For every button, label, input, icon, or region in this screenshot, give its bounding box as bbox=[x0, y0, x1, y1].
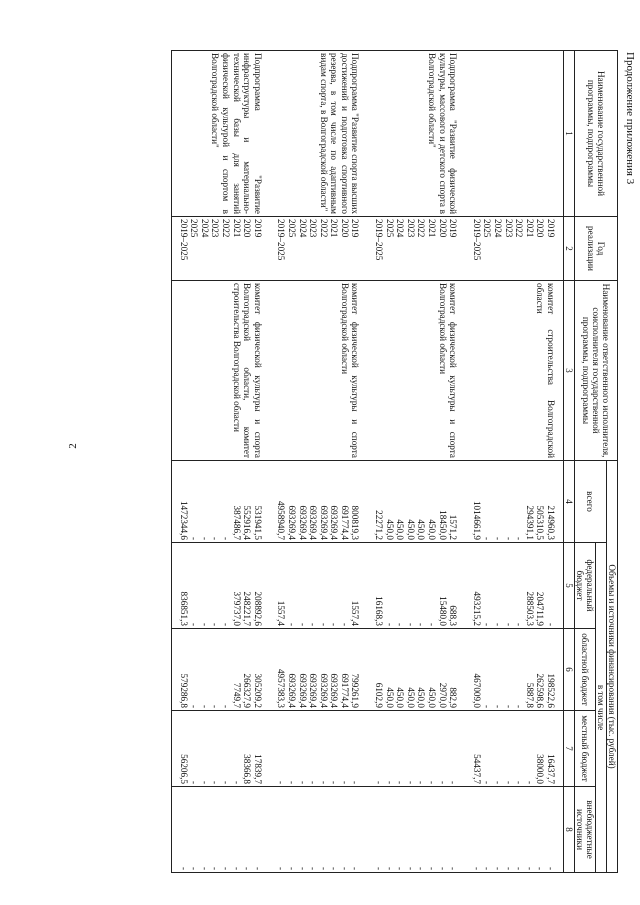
local-cell: 17839,7 bbox=[252, 754, 263, 784]
federal-cell: - bbox=[329, 622, 340, 626]
col-number: 5 bbox=[564, 543, 575, 629]
local-cell: - bbox=[339, 780, 350, 784]
federal-cell: 688,3 bbox=[448, 605, 459, 626]
total-cell: 693269,4 bbox=[286, 505, 297, 540]
regional-cell: 6102,9 bbox=[374, 682, 385, 708]
local-cell: - bbox=[493, 780, 504, 784]
federal-cell: - bbox=[286, 622, 297, 626]
executor-name: комитет строительства Волгоградской области bbox=[465, 281, 563, 461]
federal-cell: - bbox=[405, 622, 416, 626]
table-row bbox=[172, 51, 270, 873]
regional-cell-column bbox=[270, 629, 368, 711]
local-cell: - bbox=[395, 780, 406, 784]
total-cell: - bbox=[503, 536, 514, 540]
extrabudget-cell: - bbox=[437, 867, 448, 871]
federal-cell: - bbox=[395, 622, 406, 626]
regional-cell: 4957383,3 bbox=[276, 668, 287, 708]
local-cell: - bbox=[503, 780, 514, 784]
year-cell: 2022 bbox=[318, 219, 329, 238]
total-cell: 693269,4 bbox=[318, 505, 329, 540]
year-cell: 2025 bbox=[189, 219, 200, 238]
extrabudget-cell: - bbox=[297, 867, 308, 871]
extrabudget-cell: - bbox=[329, 867, 340, 871]
total-cell: 214960,3 bbox=[546, 505, 556, 540]
federal-cell: - bbox=[416, 622, 427, 626]
regional-cell: - bbox=[189, 704, 200, 708]
extrabudget-cell: - bbox=[448, 867, 459, 871]
year-cell-column bbox=[172, 217, 270, 281]
regional-cell-column bbox=[465, 629, 563, 711]
regional-cell: 450,0 bbox=[405, 687, 416, 708]
federal-cell: - bbox=[339, 622, 350, 626]
year-cell: 2019–2025 bbox=[276, 219, 287, 261]
federal-cell: 208892,6 bbox=[252, 591, 263, 626]
regional-cell-column bbox=[368, 629, 466, 711]
local-cell: 56206,5 bbox=[178, 754, 189, 784]
federal-cell: - bbox=[189, 622, 200, 626]
year-cell: 2021 bbox=[427, 219, 438, 238]
total-cell: 22271,2 bbox=[374, 510, 385, 540]
federal-cell: - bbox=[493, 622, 504, 626]
federal-cell: - bbox=[384, 622, 395, 626]
regional-cell: - bbox=[199, 704, 210, 708]
local-cell: 16437,7 bbox=[546, 754, 556, 784]
regional-cell: 262598,6 bbox=[535, 673, 546, 708]
total-cell: - bbox=[189, 536, 200, 540]
local-cell: - bbox=[308, 780, 319, 784]
total-cell: 450,0 bbox=[395, 519, 406, 540]
header-regional: областной бюджет bbox=[575, 629, 596, 711]
year-cell: 2025 bbox=[286, 219, 297, 238]
extrabudget-cell: - bbox=[395, 867, 406, 871]
year-cell: 2019 bbox=[252, 219, 263, 238]
local-cell: - bbox=[210, 780, 221, 784]
extrabudget-cell: - bbox=[471, 867, 482, 871]
local-cell: - bbox=[437, 780, 448, 784]
year-cell: 2021 bbox=[524, 219, 535, 238]
regional-cell: 799261,9 bbox=[350, 673, 361, 708]
federal-cell: 379737,0 bbox=[231, 591, 242, 626]
regional-cell: 5887,8 bbox=[524, 682, 535, 708]
regional-cell: 450,0 bbox=[427, 687, 438, 708]
local-cell: - bbox=[276, 780, 287, 784]
table-row bbox=[368, 51, 466, 873]
extrabudget-cell: - bbox=[524, 867, 535, 871]
federal-cell: - bbox=[546, 622, 556, 626]
extrabudget-cell: - bbox=[546, 867, 556, 871]
federal-cell: - bbox=[427, 622, 438, 626]
local-cell: - bbox=[199, 780, 210, 784]
year-cell-column bbox=[368, 217, 466, 281]
local-cell: - bbox=[231, 780, 242, 784]
local-cell-column bbox=[465, 711, 563, 787]
regional-cell: 693269,4 bbox=[329, 673, 340, 708]
regional-cell: 693269,4 bbox=[297, 673, 308, 708]
total-cell: 505310,5 bbox=[535, 505, 546, 540]
total-cell: 450,0 bbox=[427, 519, 438, 540]
col-number: 1 bbox=[564, 51, 575, 217]
local-cell-column bbox=[172, 711, 270, 787]
year-cell: 2022 bbox=[514, 219, 525, 238]
year-cell: 2024 bbox=[199, 219, 210, 238]
extrabudget-cell: - bbox=[178, 867, 189, 871]
funding-table bbox=[171, 50, 618, 873]
local-cell: 38366,8 bbox=[242, 754, 253, 784]
col-number: 4 bbox=[564, 461, 575, 543]
local-cell: - bbox=[427, 780, 438, 784]
total-cell: 1014661,9 bbox=[471, 500, 482, 540]
regional-cell: - bbox=[514, 704, 525, 708]
program-name bbox=[465, 51, 563, 217]
extrabudget-cell: - bbox=[286, 867, 297, 871]
extrabudget-cell: - bbox=[427, 867, 438, 871]
total-cell-column bbox=[270, 461, 368, 543]
regional-cell: 691774,4 bbox=[339, 673, 350, 708]
local-cell: - bbox=[189, 780, 200, 784]
local-cell-column bbox=[368, 711, 466, 787]
regional-cell: 882,9 bbox=[448, 687, 459, 708]
local-cell: - bbox=[220, 780, 231, 784]
extrabudget-cell: - bbox=[276, 867, 287, 871]
regional-cell: 579286,8 bbox=[178, 673, 189, 708]
extrabudget-cell-column bbox=[270, 787, 368, 873]
header-name: Наименование государственной программы, подпрограммы bbox=[575, 51, 618, 217]
year-cell: 2019–2025 bbox=[178, 219, 189, 261]
extrabudget-cell: - bbox=[374, 867, 385, 871]
extrabudget-cell-column bbox=[172, 787, 270, 873]
table-body bbox=[172, 51, 564, 873]
federal-cell-column bbox=[465, 543, 563, 629]
year-cell: 2024 bbox=[395, 219, 406, 238]
extrabudget-cell: - bbox=[210, 867, 221, 871]
regional-cell: 198522,6 bbox=[546, 673, 556, 708]
extrabudget-cell: - bbox=[535, 867, 546, 871]
header-year: Год реализации bbox=[575, 217, 618, 281]
local-cell: 54437,7 bbox=[471, 754, 482, 784]
local-cell: - bbox=[514, 780, 525, 784]
col-number: 3 bbox=[564, 281, 575, 461]
extrabudget-cell: - bbox=[318, 867, 329, 871]
total-cell: - bbox=[199, 536, 210, 540]
total-cell: 693269,4 bbox=[297, 505, 308, 540]
year-cell: 2024 bbox=[297, 219, 308, 238]
executor-name: комитет физической культуры и спорта Волгоградской области bbox=[368, 281, 466, 461]
year-cell: 2020 bbox=[437, 219, 448, 238]
total-cell: 531941,5 bbox=[252, 505, 263, 540]
col-number: 2 bbox=[564, 217, 575, 281]
year-cell: 2019 bbox=[448, 219, 459, 238]
regional-cell: - bbox=[493, 704, 504, 708]
year-cell: 2021 bbox=[231, 219, 242, 238]
regional-cell: - bbox=[482, 704, 493, 708]
federal-cell: - bbox=[199, 622, 210, 626]
total-cell: 1571,2 bbox=[448, 514, 459, 540]
local-cell: 38000,0 bbox=[535, 754, 546, 784]
extrabudget-cell: - bbox=[199, 867, 210, 871]
federal-cell: 1557,4 bbox=[276, 600, 287, 626]
total-cell: 693269,4 bbox=[308, 505, 319, 540]
year-cell-column bbox=[270, 217, 368, 281]
year-cell: 2025 bbox=[384, 219, 395, 238]
page-number: 2 bbox=[66, 443, 79, 449]
year-cell: 2021 bbox=[329, 219, 340, 238]
header-local: местный бюджет bbox=[575, 711, 596, 787]
extrabudget-cell: - bbox=[220, 867, 231, 871]
total-cell: 691774,4 bbox=[339, 505, 350, 540]
year-cell: 2023 bbox=[503, 219, 514, 238]
header-funding: Объемы и источники финансирования (тыс. рублей) bbox=[607, 461, 618, 873]
extrabudget-cell: - bbox=[252, 867, 263, 871]
year-cell: 2019–2025 bbox=[374, 219, 385, 261]
year-cell: 2023 bbox=[210, 219, 221, 238]
federal-cell-column bbox=[368, 543, 466, 629]
year-cell: 2023 bbox=[308, 219, 319, 238]
col-number: 6 bbox=[564, 629, 575, 711]
total-cell: - bbox=[514, 536, 525, 540]
federal-cell: 493215,2 bbox=[471, 591, 482, 626]
local-cell: - bbox=[448, 780, 459, 784]
total-cell: - bbox=[210, 536, 221, 540]
year-cell: 2020 bbox=[339, 219, 350, 238]
extrabudget-cell: - bbox=[405, 867, 416, 871]
extrabudget-cell: - bbox=[514, 867, 525, 871]
total-cell: 1472344,6 bbox=[178, 500, 189, 540]
federal-cell: - bbox=[318, 622, 329, 626]
header-including: в том числе bbox=[596, 543, 607, 873]
year-cell: 2020 bbox=[242, 219, 253, 238]
local-cell: - bbox=[374, 780, 385, 784]
regional-cell: - bbox=[210, 704, 221, 708]
federal-cell: - bbox=[514, 622, 525, 626]
year-cell: 2022 bbox=[220, 219, 231, 238]
total-cell: 387486,7 bbox=[231, 505, 242, 540]
total-cell: 450,0 bbox=[405, 519, 416, 540]
local-cell: - bbox=[297, 780, 308, 784]
regional-cell: 7749,7 bbox=[231, 682, 242, 708]
regional-cell: 693269,4 bbox=[318, 673, 329, 708]
extrabudget-cell: - bbox=[308, 867, 319, 871]
year-cell: 2025 bbox=[482, 219, 493, 238]
year-cell: 2022 bbox=[416, 219, 427, 238]
regional-cell: 450,0 bbox=[416, 687, 427, 708]
federal-cell: 1557,4 bbox=[350, 600, 361, 626]
federal-cell: - bbox=[503, 622, 514, 626]
col-number: 7 bbox=[564, 711, 575, 787]
federal-cell: 16168,3 bbox=[374, 596, 385, 626]
total-cell: 450,0 bbox=[384, 519, 395, 540]
regional-cell: 693269,4 bbox=[308, 673, 319, 708]
total-cell: 4958940,7 bbox=[276, 500, 287, 540]
program-name: Подпрограмма "Развитие инфраструктуры и материально-технической базы для занятий физической культурой и спортом в Волгоградской области" bbox=[172, 51, 270, 217]
federal-cell: 288503,3 bbox=[524, 591, 535, 626]
regional-cell: 450,0 bbox=[395, 687, 406, 708]
federal-cell: 248221,7 bbox=[242, 591, 253, 626]
regional-cell: 305209,2 bbox=[252, 673, 263, 708]
total-cell: - bbox=[493, 536, 504, 540]
regional-cell: 467009,0 bbox=[471, 673, 482, 708]
federal-cell: - bbox=[482, 622, 493, 626]
total-cell-column bbox=[465, 461, 563, 543]
header-executor: Наименование ответственного исполнителя, соисполнителя государственной программы, подпрограммы bbox=[575, 281, 618, 461]
regional-cell: 450,0 bbox=[384, 687, 395, 708]
local-cell: - bbox=[482, 780, 493, 784]
total-cell: - bbox=[220, 536, 231, 540]
federal-cell-column bbox=[270, 543, 368, 629]
table-row bbox=[270, 51, 368, 873]
table-row bbox=[465, 51, 563, 873]
extrabudget-cell: - bbox=[339, 867, 350, 871]
federal-cell: 15480,0 bbox=[437, 596, 448, 626]
federal-cell: - bbox=[297, 622, 308, 626]
total-cell-column bbox=[172, 461, 270, 543]
federal-cell: - bbox=[220, 622, 231, 626]
local-cell: - bbox=[329, 780, 340, 784]
year-cell: 2024 bbox=[493, 219, 504, 238]
extrabudget-cell: - bbox=[493, 867, 504, 871]
header-federal: федеральный бюджет bbox=[575, 543, 596, 629]
extrabudget-cell: - bbox=[482, 867, 493, 871]
extrabudget-cell: - bbox=[384, 867, 395, 871]
year-cell: 2019 bbox=[546, 219, 556, 238]
year-cell: 2019 bbox=[350, 219, 361, 238]
table-header bbox=[564, 51, 618, 873]
total-cell: 693269,4 bbox=[329, 505, 340, 540]
extrabudget-cell: - bbox=[416, 867, 427, 871]
extrabudget-cell: - bbox=[350, 867, 361, 871]
federal-cell: 204711,9 bbox=[535, 591, 546, 626]
program-name: Подпрограмма "Развитие физической культуры, массового и детского спорта в Волгоградской области" bbox=[368, 51, 466, 217]
regional-cell: 266327,9 bbox=[242, 673, 253, 708]
local-cell: - bbox=[524, 780, 535, 784]
year-cell-column bbox=[465, 217, 563, 281]
local-cell: - bbox=[286, 780, 297, 784]
total-cell: 450,0 bbox=[416, 519, 427, 540]
header-extrabudget: внебюджетные источники bbox=[575, 787, 596, 873]
year-cell: 2020 bbox=[535, 219, 546, 238]
regional-cell: 693269,4 bbox=[286, 673, 297, 708]
total-cell: 18450,0 bbox=[437, 510, 448, 540]
federal-cell: 836851,3 bbox=[178, 591, 189, 626]
executor-name: комитет физической культуры и спорта Волгоградской области, комитет строительства Волгоградской области bbox=[172, 281, 270, 461]
federal-cell: - bbox=[210, 622, 221, 626]
extrabudget-cell-column bbox=[368, 787, 466, 873]
local-cell: - bbox=[416, 780, 427, 784]
total-cell: 552916,4 bbox=[242, 505, 253, 540]
local-cell: - bbox=[350, 780, 361, 784]
local-cell: - bbox=[318, 780, 329, 784]
total-cell: - bbox=[482, 536, 493, 540]
extrabudget-cell: - bbox=[189, 867, 200, 871]
header-total: всего bbox=[575, 461, 607, 543]
year-cell: 2019–2025 bbox=[471, 219, 482, 261]
local-cell: - bbox=[405, 780, 416, 784]
extrabudget-cell: - bbox=[231, 867, 242, 871]
executor-name: комитет физической культуры и спорта Волгоградской области bbox=[270, 281, 368, 461]
regional-cell: 2970,0 bbox=[437, 682, 448, 708]
regional-cell: - bbox=[220, 704, 231, 708]
year-cell: 2023 bbox=[405, 219, 416, 238]
total-cell: 294391,1 bbox=[524, 505, 535, 540]
local-cell-column bbox=[270, 711, 368, 787]
extrabudget-cell-column bbox=[465, 787, 563, 873]
total-cell: 800819,3 bbox=[350, 505, 361, 540]
local-cell: - bbox=[384, 780, 395, 784]
extrabudget-cell: - bbox=[242, 867, 253, 871]
extrabudget-cell: - bbox=[503, 867, 514, 871]
federal-cell-column bbox=[172, 543, 270, 629]
appendix-title: Продолжение приложения 3 bbox=[624, 52, 636, 185]
federal-cell: - bbox=[308, 622, 319, 626]
col-number: 8 bbox=[564, 787, 575, 873]
regional-cell-column bbox=[172, 629, 270, 711]
regional-cell: - bbox=[503, 704, 514, 708]
program-name: Подпрограмма "Развитие спорта высших достижений и подготовка спортивного резерва, в том числе по адаптивным видам спорта, в Волгоградской области" bbox=[270, 51, 368, 217]
total-cell-column bbox=[368, 461, 466, 543]
